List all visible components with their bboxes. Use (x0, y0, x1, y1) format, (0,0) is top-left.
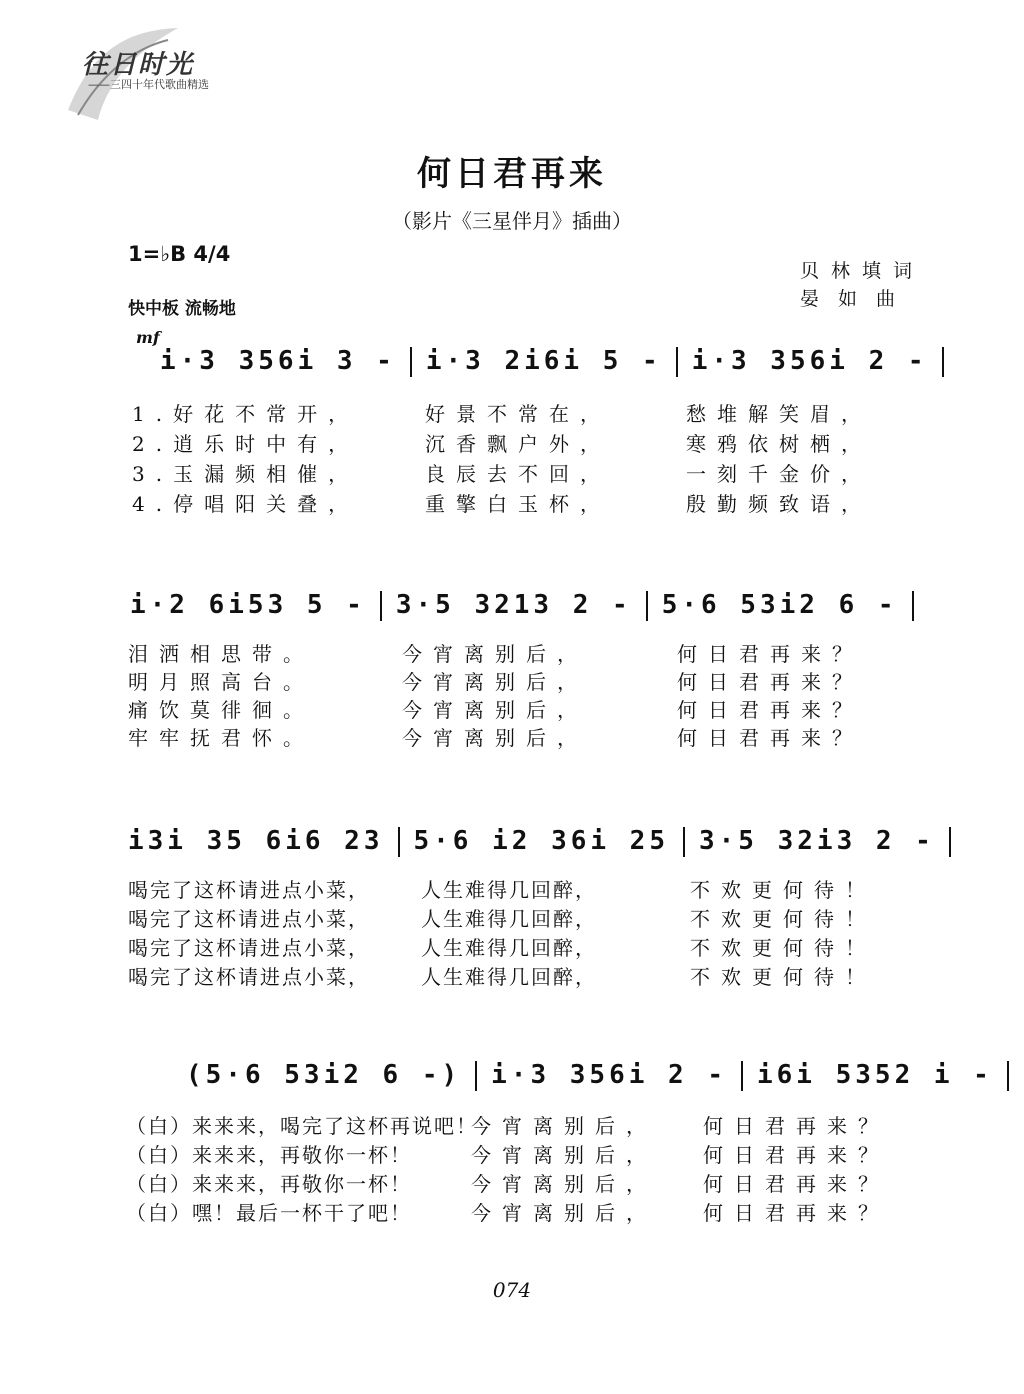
key-signature: 1=♭B 4/4 (128, 242, 231, 266)
lyric-line: 4.停唱阳关叠， (132, 492, 360, 516)
composer-credit: 晏如曲 (800, 288, 915, 310)
measure: 3·5 3213 2 - (395, 590, 632, 620)
lyric-line: 人生难得几回醉， (421, 878, 597, 902)
lyric-line: 何日君再来？ (677, 670, 863, 694)
page-number: 074 (492, 1278, 532, 1302)
lyric-line: 何日君再来？ (703, 1201, 889, 1225)
lyric-line: 今宵离别后， (402, 726, 588, 750)
lyric-line: 不欢更何待！ (690, 936, 876, 960)
lyric-line: 人生难得几回醉， (421, 965, 597, 989)
lyric-line: 1.好花不常开， (132, 402, 360, 426)
lyric-line: （白）嘿！最后一杯干了吧！ (126, 1201, 412, 1225)
lyric-line: 今宵离别后， (471, 1114, 657, 1138)
lyric-line: 今宵离别后， (471, 1143, 657, 1167)
lyric-line: （白）来来来，再敬你一杯！ (126, 1143, 412, 1167)
final-barline (1007, 1061, 1009, 1091)
lyric-line: 今宵离别后， (402, 670, 588, 694)
lyric-line: 不欢更何待！ (690, 965, 876, 989)
logo-title: 往日时光 (82, 50, 195, 80)
barline (398, 827, 400, 857)
barline (912, 591, 914, 621)
lyric-line: （白）来来来，喝完了这杯再说吧！ (126, 1114, 478, 1138)
lyric-line: 寒鸦依树栖， (686, 432, 872, 456)
lyricist-credit: 贝林填词 (800, 260, 925, 282)
measure: i·2 6i53 5 - (130, 590, 366, 620)
lyric-line: 喝完了这杯请进点小菜， (128, 936, 370, 960)
lyric-line: 一刻千金价， (686, 462, 872, 486)
measure: i·3 356i 2 - (491, 1060, 727, 1090)
lyric-line: 喝完了这杯请进点小菜， (128, 878, 370, 902)
lyric-line: 何日君再来？ (703, 1172, 889, 1196)
lyric-line: 2.逍乐时中有， (132, 432, 360, 456)
lyric-line: 今宵离别后， (402, 698, 588, 722)
barline (683, 827, 685, 857)
lyric-line: 牢牢抚君怀。 (128, 726, 314, 750)
measure: (5·6 53i2 6 -) (186, 1060, 462, 1090)
lyric-line: 愁堆解笑眉， (686, 402, 872, 426)
barline (942, 347, 944, 377)
lyric-line: 良辰去不回， (425, 462, 611, 486)
measure: i·3 2i6i 5 - (425, 346, 662, 376)
logo-subtitle: ——三四十年代歌曲精选 (88, 78, 209, 91)
lyric-line: 明月照高台。 (128, 670, 314, 694)
barline (676, 347, 678, 377)
lyric-line: 人生难得几回醉， (421, 936, 597, 960)
lyric-line: 喝完了这杯请进点小菜， (128, 965, 370, 989)
lyric-line: 痛饮莫徘徊。 (128, 698, 314, 722)
lyric-line: 何日君再来？ (677, 698, 863, 722)
lyric-line: 何日君再来？ (703, 1143, 889, 1167)
measure: i·3 356i 2 - (691, 346, 928, 376)
barline (410, 347, 412, 377)
measure: 5·6 i2 36i 25 (413, 826, 669, 856)
lyric-line: 不欢更何待！ (690, 907, 876, 931)
lyric-line: 殷勤频致语， (686, 492, 872, 516)
lyric-line: 泪洒相思带。 (128, 642, 314, 666)
lyric-line: 沉香飘户外， (425, 432, 611, 456)
measure: 5·6 53i2 6 - (661, 590, 898, 620)
lyric-line: 今宵离别后， (402, 642, 588, 666)
barline (949, 827, 951, 857)
measure: i3i 35 6i6 23 (128, 826, 384, 856)
lyric-line: 何日君再来？ (677, 642, 863, 666)
lyric-line: 人生难得几回醉， (421, 907, 597, 931)
lyric-line: 今宵离别后， (471, 1201, 657, 1225)
notation-line-2 (130, 590, 928, 621)
lyric-line: （白）来来来，再敬你一杯！ (126, 1172, 412, 1196)
notation-line-1 (160, 346, 958, 377)
lyric-line: 何日君再来？ (703, 1114, 889, 1138)
notation-line-3 (128, 826, 965, 857)
lyric-line: 今宵离别后， (471, 1172, 657, 1196)
lyric-line: 3.玉漏频相催， (132, 462, 360, 486)
barline (741, 1061, 743, 1091)
lyric-line: 何日君再来？ (677, 726, 863, 750)
notation-line-4 (186, 1060, 1024, 1091)
lyric-line: 重擎白玉杯， (425, 492, 611, 516)
barline (475, 1061, 477, 1091)
dynamic-marking: mf (136, 328, 160, 347)
measure: i6i 5352 i - (757, 1060, 993, 1090)
lyric-line: 好景不常在， (425, 402, 611, 426)
measure: i·3 356i 3 - (160, 346, 396, 376)
song-title: 何日君再来 (417, 154, 607, 194)
barline (380, 591, 382, 621)
measure: 3·5 32i3 2 - (699, 826, 935, 856)
barline (646, 591, 648, 621)
tempo-marking: 快中板 流畅地 (128, 299, 236, 319)
song-subtitle: （影片《三星伴月》插曲） (392, 209, 632, 233)
lyric-line: 喝完了这杯请进点小菜， (128, 907, 370, 931)
lyric-line: 不欢更何待！ (690, 878, 876, 902)
